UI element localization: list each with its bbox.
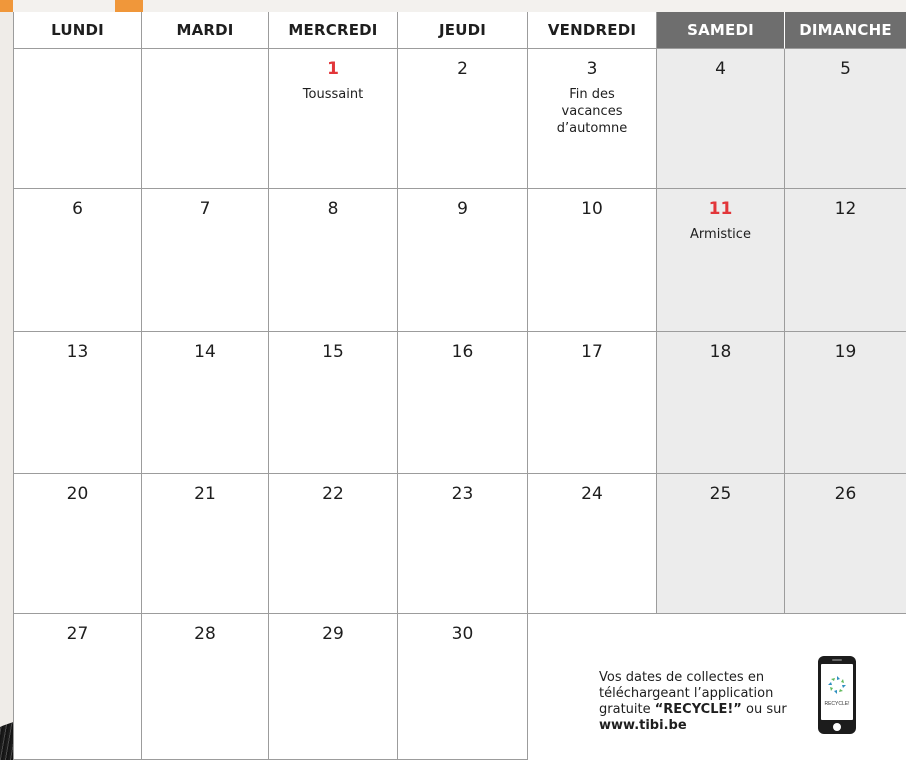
- day-number: 20: [66, 484, 89, 504]
- day-cell: [14, 474, 142, 614]
- day-cell: [142, 189, 269, 332]
- weekday-header-row: [14, 12, 906, 49]
- day-number: 29: [322, 624, 344, 644]
- promo-website-link[interactable]: www.tibi.be: [599, 718, 687, 733]
- day-cell: [142, 614, 269, 760]
- recycle-logo-icon: [825, 673, 849, 697]
- month-calendar: [13, 12, 906, 760]
- app-label: RECYCLE!: [824, 701, 850, 707]
- holiday-day-number: 1: [327, 59, 339, 79]
- promo-text-middle: ou sur: [741, 702, 787, 717]
- day-cell: [269, 332, 398, 474]
- day-number: 3: [586, 59, 598, 79]
- day-event-note: Toussaint: [302, 87, 364, 102]
- day-cell: [785, 189, 906, 332]
- weekday-header-friday: VENDREDI: [528, 12, 657, 49]
- day-cell: [269, 189, 398, 332]
- day-cell: [398, 189, 528, 332]
- day-number: 30: [451, 624, 474, 644]
- day-cell: [657, 189, 785, 332]
- day-cell: [269, 49, 398, 189]
- weekday-header-wednesday: MERCREDI: [269, 12, 398, 49]
- day-cell: [142, 49, 269, 189]
- day-number: 4: [715, 59, 726, 79]
- holiday-day-number: 11: [708, 199, 733, 219]
- phone-home-button: [833, 723, 841, 731]
- weekday-header-sunday: DIMANCHE: [785, 12, 906, 49]
- recycle-app-promo: [528, 626, 906, 760]
- phone-icon: [818, 656, 856, 734]
- day-cell: [398, 332, 528, 474]
- day-cell: [528, 332, 657, 474]
- day-cell: [398, 474, 528, 614]
- day-number: 24: [581, 484, 603, 504]
- day-number: 22: [322, 484, 344, 504]
- day-cell: [785, 474, 906, 614]
- day-cell: [142, 474, 269, 614]
- orange-tab: [0, 0, 13, 12]
- day-number: 2: [457, 59, 468, 79]
- day-cell: [14, 49, 142, 189]
- day-number: 7: [199, 199, 211, 219]
- day-cell: [398, 614, 528, 760]
- promo-text: [599, 670, 829, 734]
- day-cell: [785, 49, 906, 189]
- weekday-header-thursday: JEUDI: [398, 12, 528, 49]
- day-cell: [269, 614, 398, 760]
- day-cell: [14, 614, 142, 760]
- day-number: 17: [581, 342, 603, 362]
- weekday-header-saturday: SAMEDI: [657, 12, 785, 49]
- phone-screen: [821, 664, 853, 720]
- day-cell: [142, 332, 269, 474]
- day-number: 6: [72, 199, 83, 219]
- promo-text-intro: Vos dates de collectes en téléchargeant l’application gratuite: [599, 670, 774, 717]
- day-number: 26: [834, 484, 857, 504]
- day-number: 28: [194, 624, 216, 644]
- day-cell: [528, 49, 657, 189]
- day-number: 5: [840, 59, 851, 79]
- day-cell: [785, 332, 906, 474]
- day-cell: [528, 474, 657, 614]
- day-number: 23: [451, 484, 474, 504]
- orange-tab: [115, 0, 143, 12]
- day-cell: [398, 49, 528, 189]
- phone-speaker: [832, 659, 842, 661]
- day-cell: [269, 474, 398, 614]
- day-cell: [657, 474, 785, 614]
- day-number: 19: [834, 342, 857, 362]
- day-cell: [528, 189, 657, 332]
- day-cell: [14, 332, 142, 474]
- day-cell: [14, 189, 142, 332]
- day-number: 8: [327, 199, 339, 219]
- day-number: 25: [709, 484, 732, 504]
- day-number: 13: [66, 342, 89, 362]
- day-number: 21: [194, 484, 216, 504]
- day-number: 10: [581, 199, 603, 219]
- weekday-header-monday: LUNDI: [14, 12, 142, 49]
- day-number: 12: [834, 199, 857, 219]
- day-cell: [657, 49, 785, 189]
- day-number: 27: [66, 624, 89, 644]
- promo-app-name: “RECYCLE!”: [654, 702, 742, 717]
- day-number: 14: [194, 342, 216, 362]
- weekday-header-tuesday: MARDI: [142, 12, 269, 49]
- page-margin: [0, 0, 13, 760]
- day-number: 16: [451, 342, 474, 362]
- day-event-note: Fin des vacances d’automne: [556, 87, 628, 136]
- day-number: 15: [322, 342, 344, 362]
- day-number: 9: [457, 199, 468, 219]
- day-number: 18: [709, 342, 732, 362]
- day-event-note: Armistice: [690, 227, 751, 242]
- day-cell: [657, 332, 785, 474]
